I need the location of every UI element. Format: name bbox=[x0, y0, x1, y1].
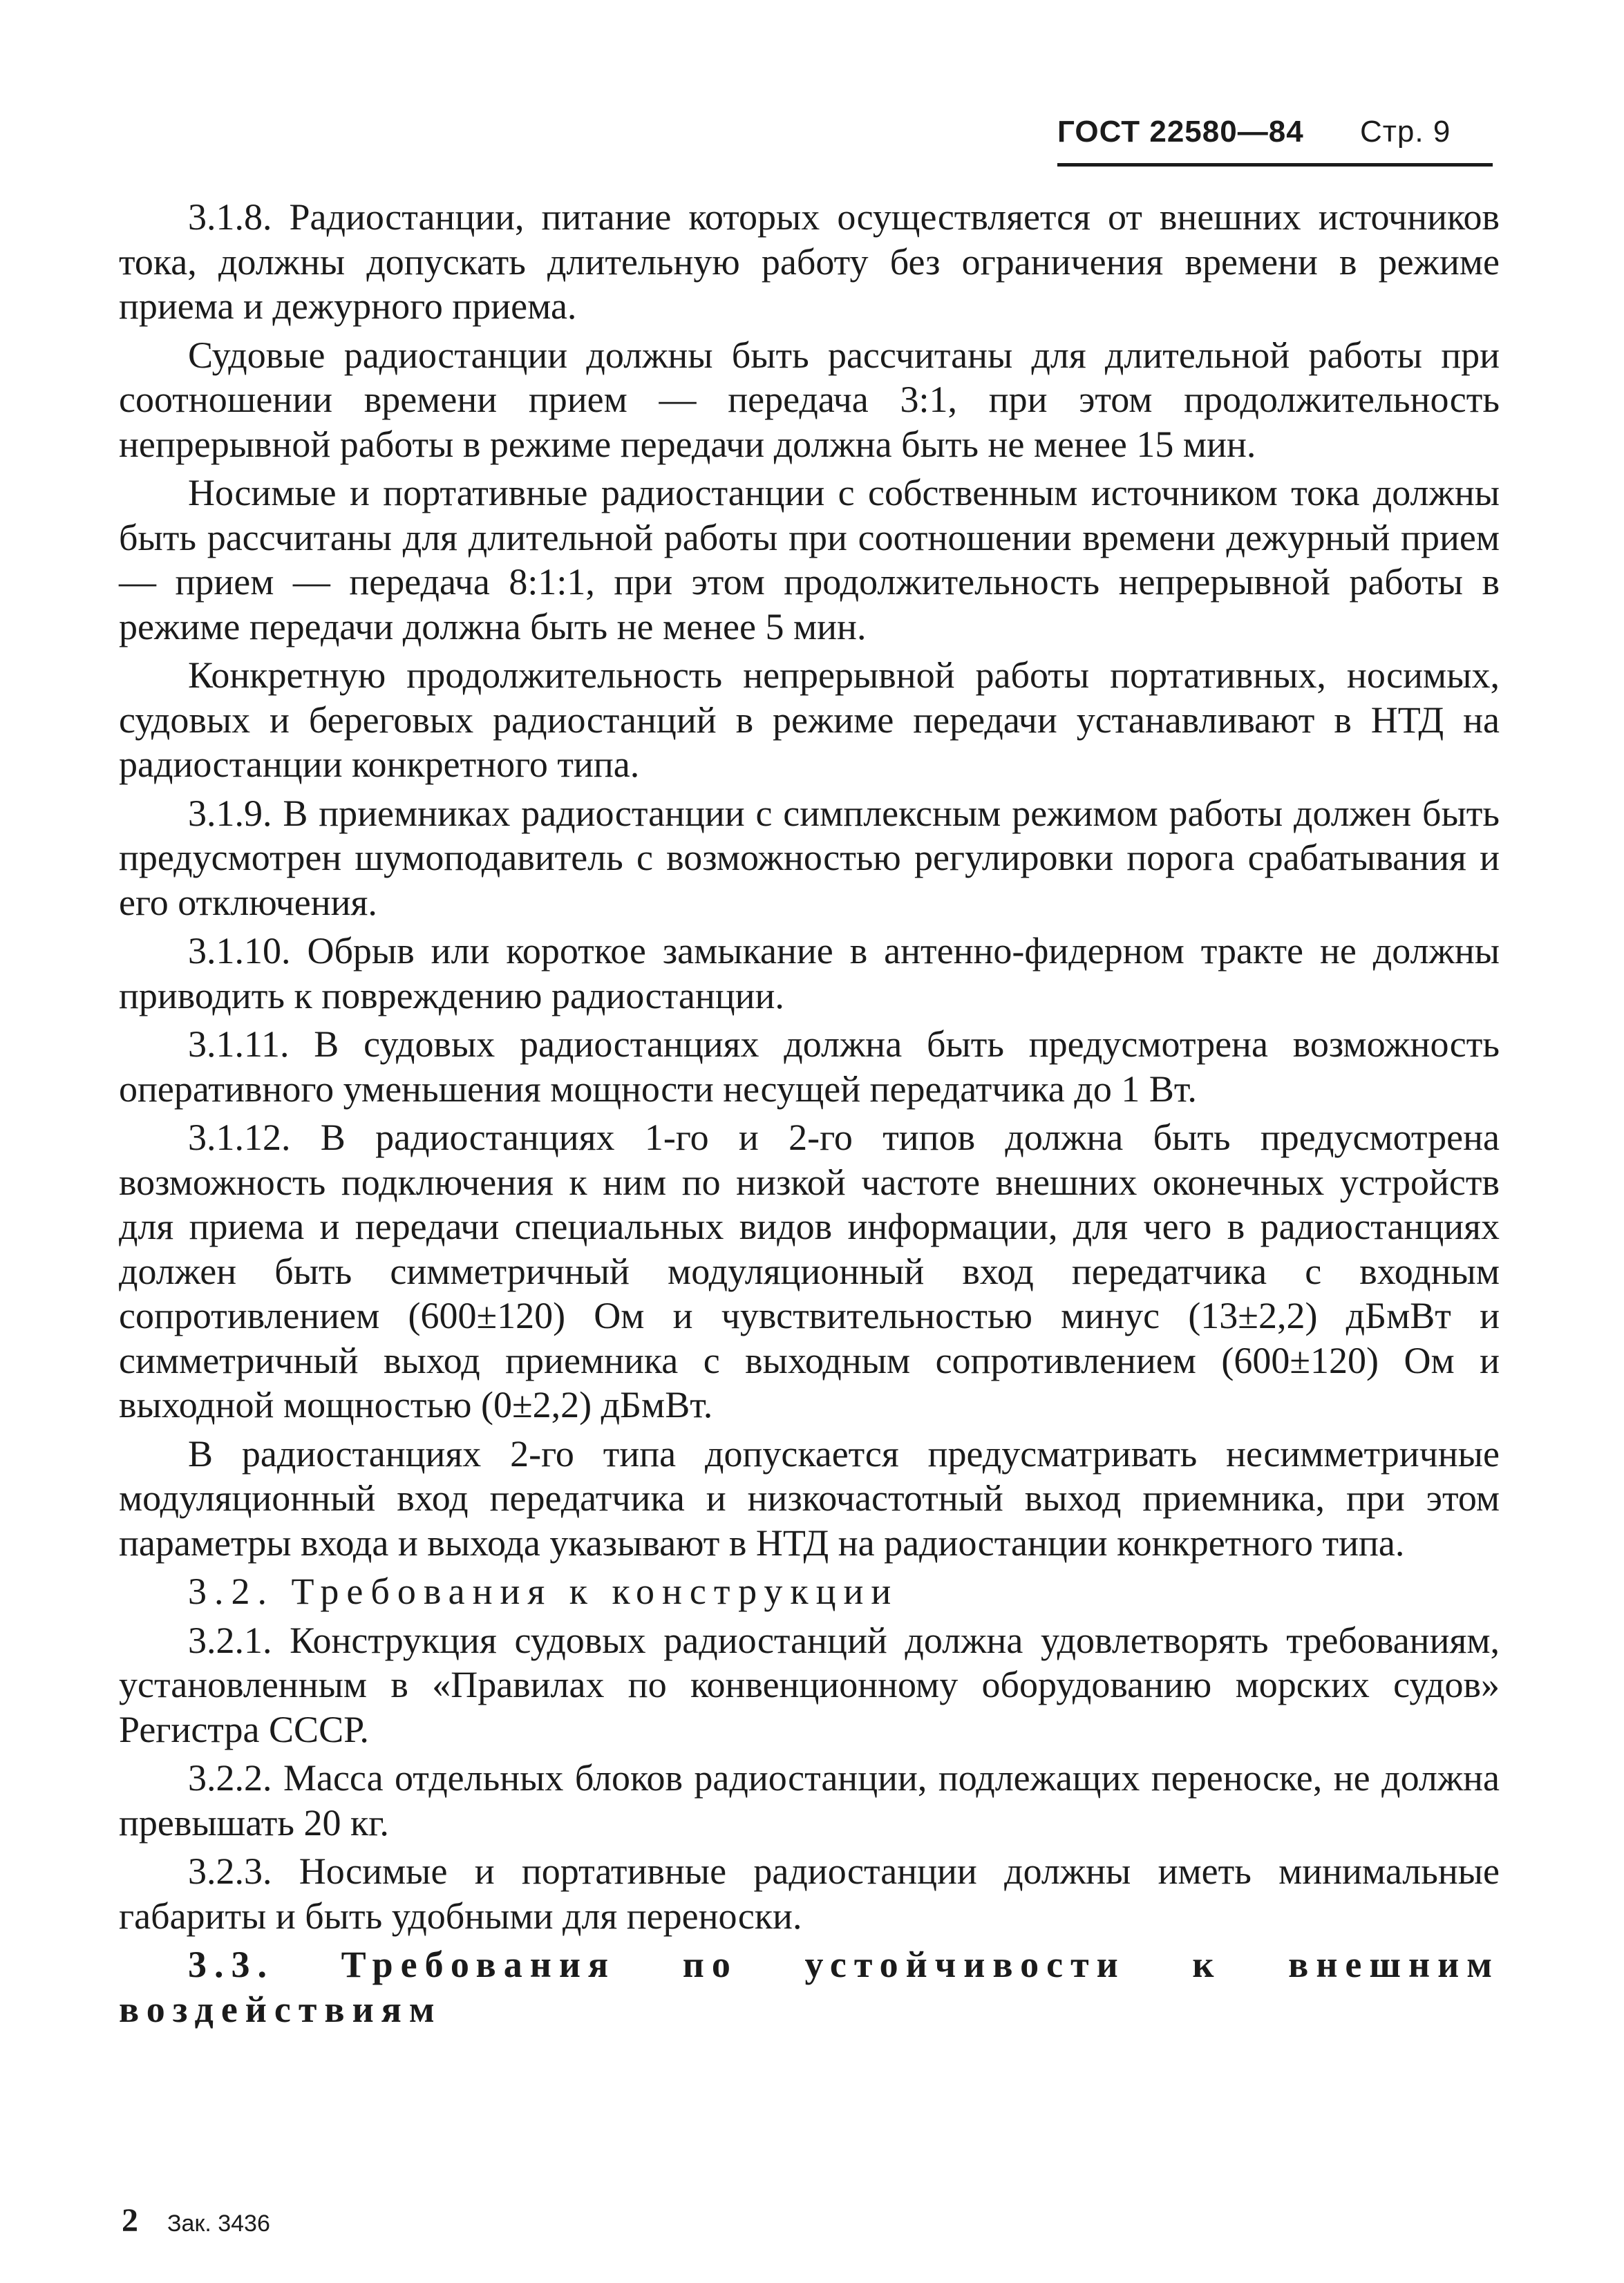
paragraph-3-2-3: 3.2.3. Носимые и портативные радиостанции должны иметь минимальные габариты и быть удобными для переноски. bbox=[119, 1850, 1500, 1937]
page-footer bbox=[122, 2201, 270, 2239]
sheet-number: 2 bbox=[122, 2202, 138, 2239]
page-number: Стр. 9 bbox=[1360, 115, 1451, 149]
paragraph: Конкретную продолжительность непрерывной работы портативных, носимых, судовых и береговых радиостанций в режиме передачи устанавливают в НТД на радиостанции конкретного типа. bbox=[119, 654, 1500, 785]
standard-number: ГОСТ 22580—84 bbox=[1057, 115, 1304, 149]
paragraph-3-2-1: 3.2.1. Конструкция судовых радиостанций должна удовлетворять требованиям, установленным в «Правилах по конвенционному оборудованию морских судов» Регистра СССР. bbox=[119, 1619, 1500, 1750]
paragraph-3-1-10: 3.1.10. Обрыв или короткое замыкание в антенно-фидерном тракте не должны приводить к повреждению радиостанции. bbox=[119, 930, 1500, 1016]
paragraph-3-2-2: 3.2.2. Масса отдельных блоков радиостанции, подлежащих переноске, не должна превышать 20 кг. bbox=[119, 1757, 1500, 1844]
paragraph-3-1-8: 3.1.8. Радиостанции, питание которых осуществляется от внешних источников тока, должны допускать длительную работу без ограничения времени в режиме приема и дежурного приема. bbox=[119, 196, 1500, 327]
document-body bbox=[119, 195, 1500, 2031]
paragraph-3-1-12: 3.1.12. В радиостанциях 1-го и 2-го типов должна быть предусмотрена возможность подключения к ним по низкой частоте внешних оконечных устройств для приема и передачи специальных видов информации, для чего в радиостанциях должен быть симметричный модуляционный вход передатчика с входным сопротивлением (600±120) Ом и чувствительностью минус (13±2,2) дБмВт и симметричный выход приемника с выходным сопротивлением (600±120) Ом и выходной мощностью (0±2,2) дБмВт. bbox=[119, 1117, 1500, 1425]
paragraph: Судовые радиостанции должны быть рассчитаны для длительной работы при соотношении времени прием — передача 3:1, при этом продолжительность непрерывной работы в режиме передачи должна быть не менее 15 мин. bbox=[119, 334, 1500, 465]
section-heading-3-3: 3.3. Требования по устойчивости к внешним воздействиям bbox=[119, 1944, 1500, 2030]
print-order-number: Зак. 3436 bbox=[167, 2210, 270, 2237]
paragraph-3-1-11: 3.1.11. В судовых радиостанциях должна быть предусмотрена возможность оперативного уменьшения мощности несущей передатчика до 1 Вт. bbox=[119, 1023, 1500, 1110]
section-heading-3-2: 3.2. Требования к конструкции bbox=[188, 1571, 899, 1612]
page-header bbox=[1057, 112, 1500, 160]
paragraph: В радиостанциях 2-го типа допускается предусматривать несимметричные модуляционный вход передатчика и низкочастотный выход приемника, при этом параметры входа и выхода указывают в НТД на радиостанции конкретного типа. bbox=[119, 1432, 1500, 1564]
header-rule bbox=[1057, 163, 1493, 167]
paragraph-3-1-9: 3.1.9. В приемниках радиостанции с симплексным режимом работы должен быть предусмотрен шумоподавитель с возможностью регулировки порога срабатывания и его отключения. bbox=[119, 792, 1500, 923]
paragraph: Носимые и портативные радиостанции с собственным источником тока должны быть рассчитаны для длительной работы при соотношении времени дежурный прием — прием — передача 8:1:1, при этом продолжительность непрерывной работы в режиме передачи должна быть не менее 5 мин. bbox=[119, 472, 1500, 647]
